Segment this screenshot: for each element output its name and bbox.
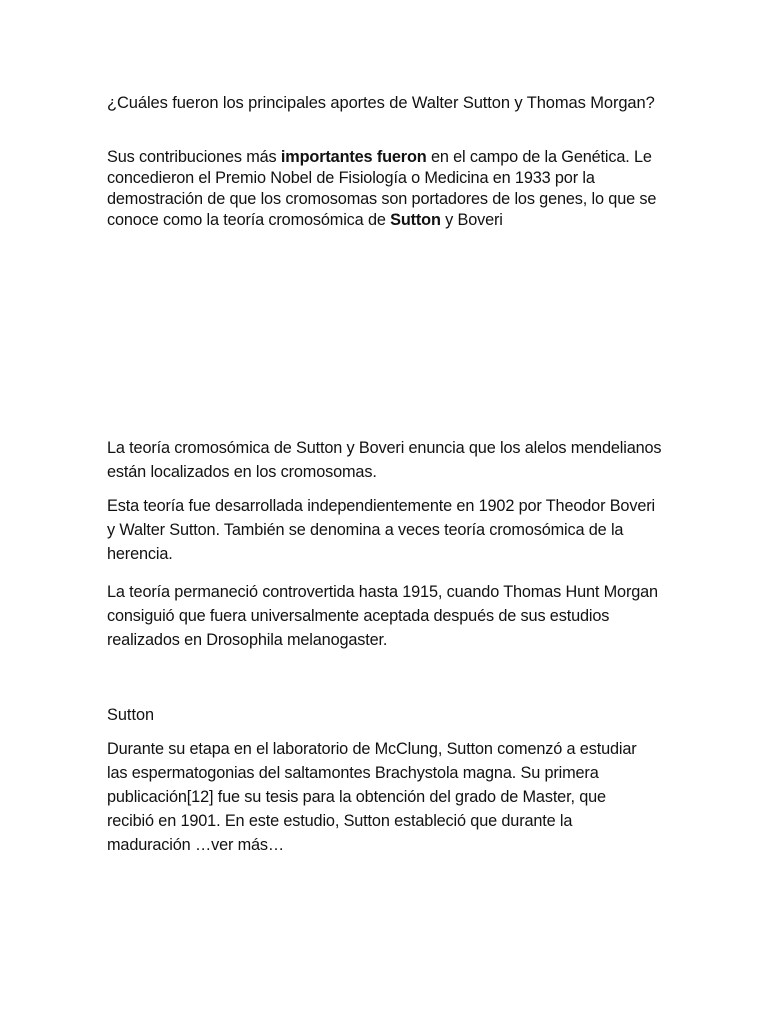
answer-text-2: en el campo de la Genética. Le concedieron el Premio Nobel de Fisiología o Medicina en 1933 por la demostración de que los cromosomas son portadores de los genes, lo que se conoce como la teoría cromosómica de: [107, 148, 657, 229]
section-heading-sutton: Sutton: [107, 706, 155, 724]
answer-bold-2: Sutton: [390, 211, 441, 229]
paragraph-theory-statement: La teoría cromosómica de Sutton y Boveri enuncia que los alelos mendelianos están localizados en los cromosomas.: [107, 439, 662, 481]
answer-bold-1: importantes fueron: [280, 148, 427, 166]
paragraph-theory-origin: Esta teoría fue desarrollada independientemente en 1902 por Theodor Boveri y Walter Sutton. También se denomina a veces teoría cromosómica de la herencia.: [107, 497, 655, 563]
answer-paragraph: [107, 147, 667, 231]
paragraph-sutton-bio: Durante su etapa en el laboratorio de McClung, Sutton comenzó a estudiar las espermatogonias del saltamontes Brachystola magna. Su primera publicación[12] fue su tesis para la obtención del grado de Master, que recibió en 1901. En este estudio, Sutton estableció que durante la maduración …ver más…: [107, 740, 637, 854]
paragraph-theory-acceptance: La teoría permaneció controvertida hasta 1915, cuando Thomas Hunt Morgan consiguió que fuera universalmente aceptada después de sus estudios realizados en Drosophila melanogaster.: [107, 583, 658, 649]
answer-text-3: y Boveri: [440, 211, 503, 229]
answer-text-1: Sus contribuciones más: [107, 148, 281, 166]
question-heading: ¿Cuáles fueron los principales aportes de Walter Sutton y Thomas Morgan?: [107, 94, 655, 112]
